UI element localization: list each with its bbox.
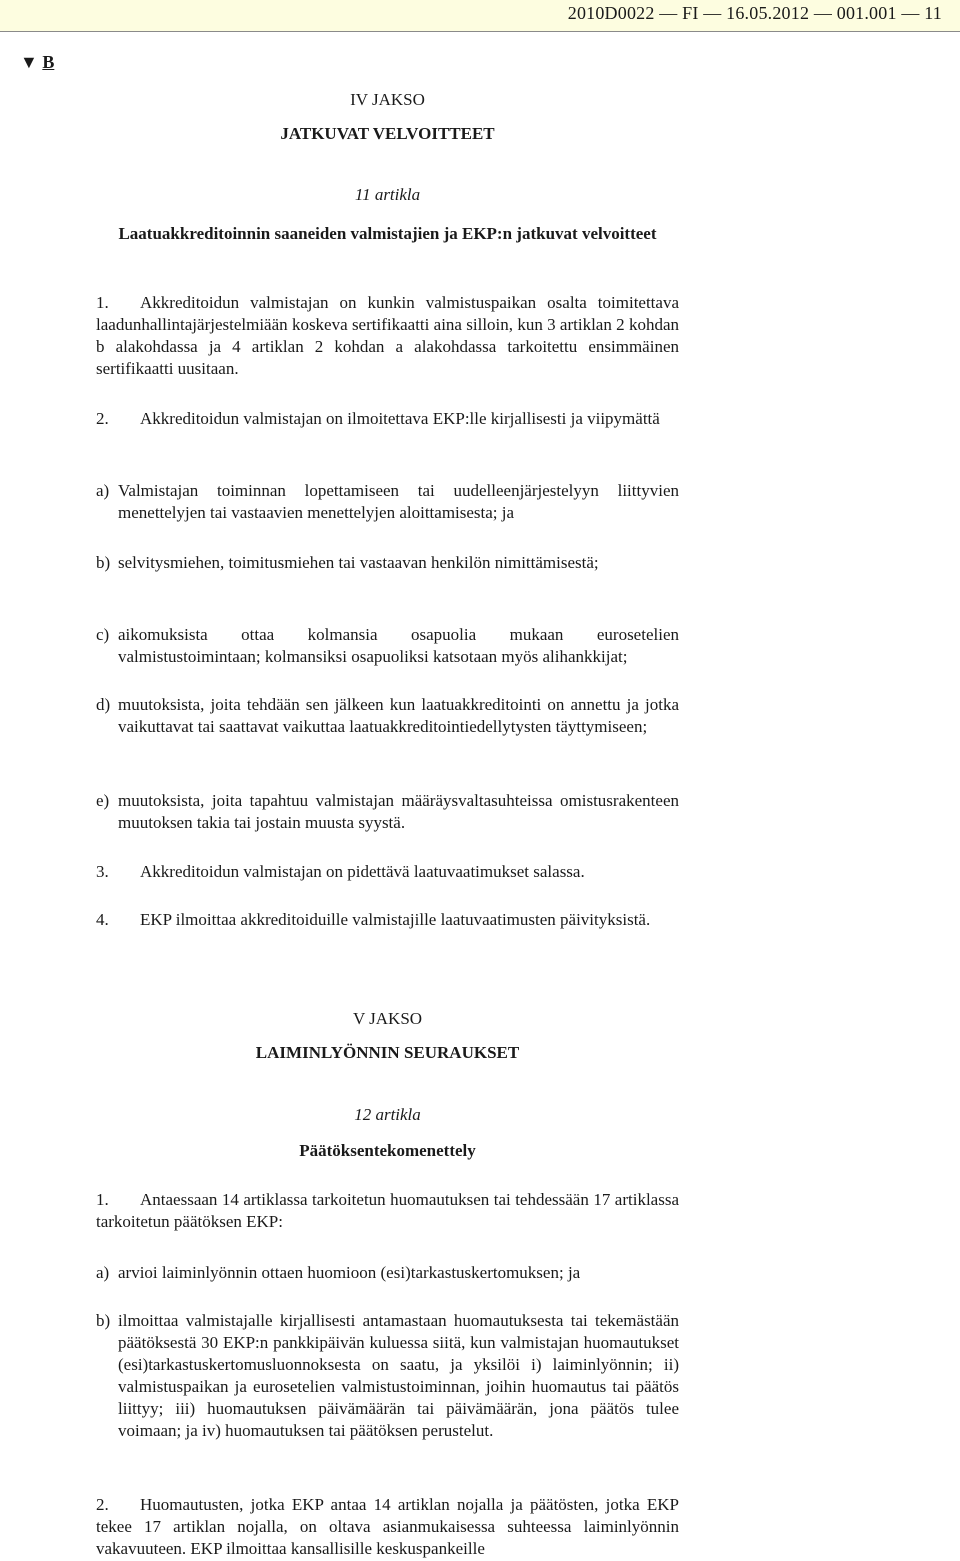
document-reference: 2010D0022 — FI — 16.05.2012 — 001.001 — 11 bbox=[567, 3, 942, 23]
item-text: ilmoittaa valmistajalle kirjallisesti antamastaan huomautuksesta tai tekemästään päätöksestä 30 EKP:n pankkipäivän kuluessa siitä, kun valmistajan huomautukset (esi)tarkastuskertomusluonnoksesta on saatu, ja yksilöi i) laiminlyönnin; ii) valmistuspaikan ja eurosetelien valmistustoiminnan, joihin huomautus tai päätös liittyy; iii) huomautuksen päivämäärän tai päivämäärän, jona päätös tulee voimaan; ja iv) huomautuksen tai päätöksen perustelut. bbox=[118, 1311, 679, 1440]
item-text: arvioi laiminlyönnin ottaen huomioon (esi)tarkastuskertomuksen; ja bbox=[118, 1263, 581, 1282]
list-item-d bbox=[96, 694, 679, 738]
list-item-c bbox=[96, 624, 679, 668]
item-text: aikomuksista ottaa kolmansia osapuolia mukaan eurosetelien valmistustoimintaan; kolmansiksi osapuoliksi katsotaan myös alihankkijat; bbox=[118, 625, 679, 666]
item-label: c) bbox=[96, 625, 110, 644]
item-label: b) bbox=[96, 553, 111, 572]
paragraph-1 bbox=[96, 292, 679, 380]
paragraph-text: Huomautusten, jotka EKP antaa 14 artiklan nojalla ja päätösten, jotka EKP tekee 17 artiklan nojalla, on oltava asianmukaisessa suhteessa laiminlyönnin vakavuuteen. EKP ilmoittaa kansallisille keskuspankeille bbox=[96, 1495, 679, 1558]
item-text: Valmistajan toiminnan lopettamiseen tai uudelleenjärjestelyyn liittyvien menettelyjen tai vastaavien menettelyjen aloittamisesta; ja bbox=[118, 481, 679, 522]
section-label: V JAKSO bbox=[352, 1009, 423, 1028]
article-title: Päätöksentekomenettely bbox=[299, 1141, 476, 1160]
amendment-marker bbox=[20, 52, 54, 73]
item-label: d) bbox=[96, 695, 111, 714]
article-title: Laatuakkreditoinnin saaneiden valmistajien ja EKP:n jatkuvat velvoitteet bbox=[118, 224, 657, 243]
paragraph-4 bbox=[96, 909, 679, 931]
paragraph-number: 4. bbox=[96, 910, 109, 929]
item-label: a) bbox=[96, 481, 110, 500]
paragraph-number: 2. bbox=[96, 1495, 109, 1514]
section-title: JATKUVAT VELVOITTEET bbox=[280, 124, 495, 143]
paragraph-text: EKP ilmoittaa akkreditoiduille valmistajille laatuvaatimusten päivityksistä. bbox=[140, 910, 651, 929]
document-header bbox=[0, 0, 960, 32]
paragraph-3 bbox=[96, 861, 679, 883]
item-text: muutoksista, joita tapahtuu valmistajan määräysvaltasuhteissa omistusrakenteen muutoksen takia tai jostain muusta syystä. bbox=[118, 791, 679, 832]
paragraph-1 bbox=[96, 1189, 679, 1233]
item-text: selvitysmiehen, toimitusmiehen tai vastaavan henkilön nimittämisestä; bbox=[118, 553, 599, 572]
article-number: 11 artikla bbox=[354, 185, 421, 204]
triangle-down-icon: ▼ bbox=[20, 52, 38, 72]
paragraph-number: 1. bbox=[96, 1190, 109, 1209]
section-title: LAIMINLYÖNNIN SEURAUKSET bbox=[255, 1043, 520, 1062]
item-label: a) bbox=[96, 1263, 110, 1282]
paragraph-2 bbox=[96, 1494, 679, 1560]
paragraph-number: 3. bbox=[96, 862, 109, 881]
paragraph-number: 1. bbox=[96, 293, 109, 312]
list-item-b bbox=[96, 1310, 679, 1442]
paragraph-text: Akkreditoidun valmistajan on pidettävä laatuvaatimukset salassa. bbox=[140, 862, 585, 881]
list-item-e bbox=[96, 790, 679, 834]
paragraph-text: Akkreditoidun valmistajan on kunkin valmistuspaikan osalta toimitettava laadunhallintajärjestelmiään koskeva sertifikaatti aina silloin, kun 3 artiklan 2 kohdan b alakohdassa ja 4 artiklan 2 kohdan a alakohdassa tarkoitettu ensimmäinen sertifikaatti uusitaan. bbox=[96, 293, 679, 378]
paragraph-2 bbox=[96, 408, 679, 430]
paragraph-text: Akkreditoidun valmistajan on ilmoitettava EKP:lle kirjallisesti ja viipymättä bbox=[140, 409, 660, 428]
item-label: e) bbox=[96, 791, 110, 810]
item-text: muutoksista, joita tehdään sen jälkeen kun laatuakkreditointi on annettu ja jotka vaikuttavat tai saattavat vaikuttaa laatuakkreditointiedellytysten täyttymiseen; bbox=[118, 695, 679, 736]
article-number: 12 artikla bbox=[354, 1105, 421, 1124]
list-item-a bbox=[96, 1262, 679, 1284]
marker-letter: B bbox=[42, 52, 55, 72]
paragraph-text: Antaessaan 14 artiklassa tarkoitetun huomautuksen tai tehdessään 17 artiklassa tarkoitetun päätöksen EKP: bbox=[96, 1190, 679, 1231]
list-item-a bbox=[96, 480, 679, 524]
item-label: b) bbox=[96, 1311, 111, 1330]
list-item-b bbox=[96, 552, 679, 574]
section-label: IV JAKSO bbox=[350, 90, 425, 109]
paragraph-number: 2. bbox=[96, 409, 109, 428]
